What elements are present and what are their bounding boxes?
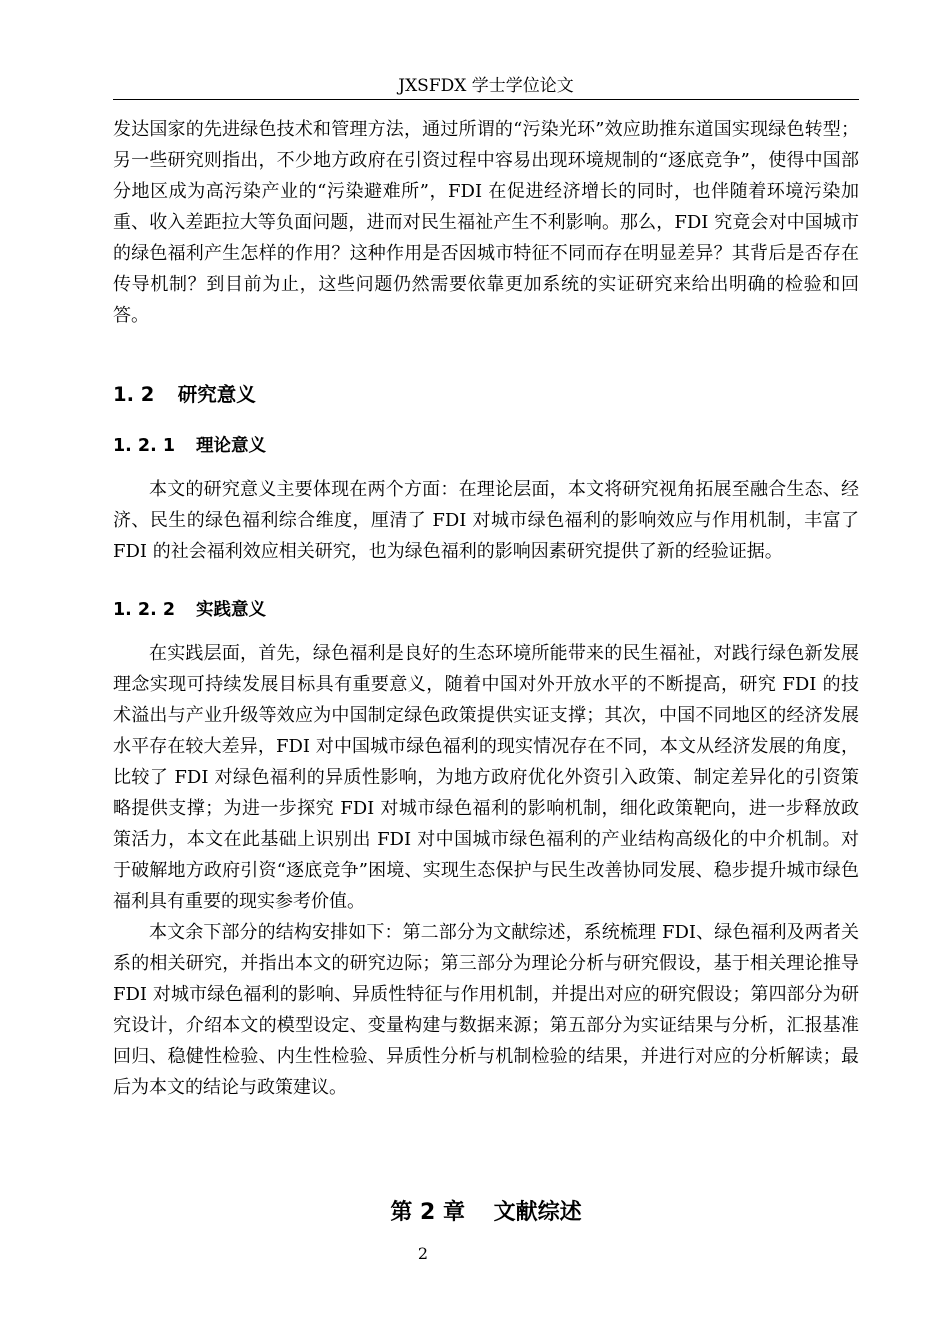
section-title: 研究意义 — [177, 383, 256, 406]
subsection-number: 1. 2. 2 — [113, 600, 176, 620]
chapter-title: 文献综述 — [493, 1200, 582, 1225]
subsection-title: 实践意义 — [196, 600, 267, 620]
structure-paragraph: 本文余下部分的结构安排如下：第二部分为文献综述，系统梳理 FDI、绿色福利及两者关系的相关研究，并指出本文的研究边际；第三部分为理论分析与研究假设，基于相关理论推导 FDI 对城市绿色福利的影响、异质性特征与作用机制，并提出对应的研究假设；第四部分为研究设计，介绍本文的模型设定、变量构建与数据来源；第五部分为实证结果与分析，汇报基准回归、稳健性检验、内生性检验、异质性分析与机制检验的结果，并进行对应的分析解读；最后为本文的结论与政策建议。 — [113, 922, 859, 1098]
subsection-heading-1-2-2 — [113, 597, 859, 623]
page-body — [113, 114, 859, 1103]
intro-paragraph: 发达国家的先进绿色技术和管理方法，通过所谓的“污染光环”效应助推东道国实现绿色转型；另一些研究则指出，不少地方政府在引资过程中容易出现环境规制的“逐底竞争”，使得中国部分地区成为高污染产业的“污染避难所”，FDI 在促进经济增长的同时，也伴随着环境污染加重、收入差距拉大等负面问题，进而对民生福祉产生不利影响。那么，FDI 究竟会对中国城市的绿色福利产生怎样的作用？这种作用是否因城市特征不同而存在明显差异？其背后是否存在传导机制？到目前为止，这些问题仍然需要依靠更加系统的实证研究来给出明确的检验和回答。 — [113, 119, 859, 326]
practice-paragraph: 在实践层面，首先，绿色福利是良好的生态环境所能带来的民生福祉，对践行绿色新发展理念实现可持续发展目标具有重要意义，随着中国对外开放水平的不断提高，研究 FDI 的技术溢出与产业升级等效应为中国制定绿色政策提供实证支撑；其次，中国不同地区的经济发展水平存在较大差异，FDI 对中国城市绿色福利的现实情况存在不同，本文从经济发展的角度，比较了 FDI 对绿色福利的异质性影响，为地方政府优化外资引入政策、制定差异化的引资策略提供支撑；为进一步探究 FDI 对城市绿色福利的影响机制，细化政策靶向，进一步释放政策活力，本文在此基础上识别出 FDI 对中国城市绿色福利的产业结构高级化的中介机制。对于破解地方政府引资“逐底竞争”困境、实现生态保护与民生改善协同发展、稳步提升城市绿色福利具有重要的现实参考价值。 — [113, 643, 859, 912]
header-rule — [113, 99, 859, 100]
subsection-heading-1-2-1 — [113, 433, 859, 459]
chapter-heading — [113, 1198, 859, 1228]
subsection-title: 理论意义 — [196, 436, 267, 456]
page-number: 2 — [417, 1244, 429, 1263]
running-header: JXSFDX 学士学位论文 — [398, 76, 574, 96]
theory-paragraph: 本文的研究意义主要体现在两个方面：在理论层面，本文将研究视角拓展至融合生态、经济、民生的绿色福利综合维度，厘清了 FDI 对城市绿色福利的影响效应与作用机制，丰富了 FDI 的社会福利效应相关研究，也为绿色福利的影响因素研究提供了新的经验证据。 — [113, 479, 859, 562]
section-heading-1-2 — [113, 381, 859, 409]
section-number: 1. 2 — [113, 383, 155, 406]
chapter-number: 第 2 章 — [390, 1200, 466, 1225]
subsection-number: 1. 2. 1 — [113, 436, 176, 456]
